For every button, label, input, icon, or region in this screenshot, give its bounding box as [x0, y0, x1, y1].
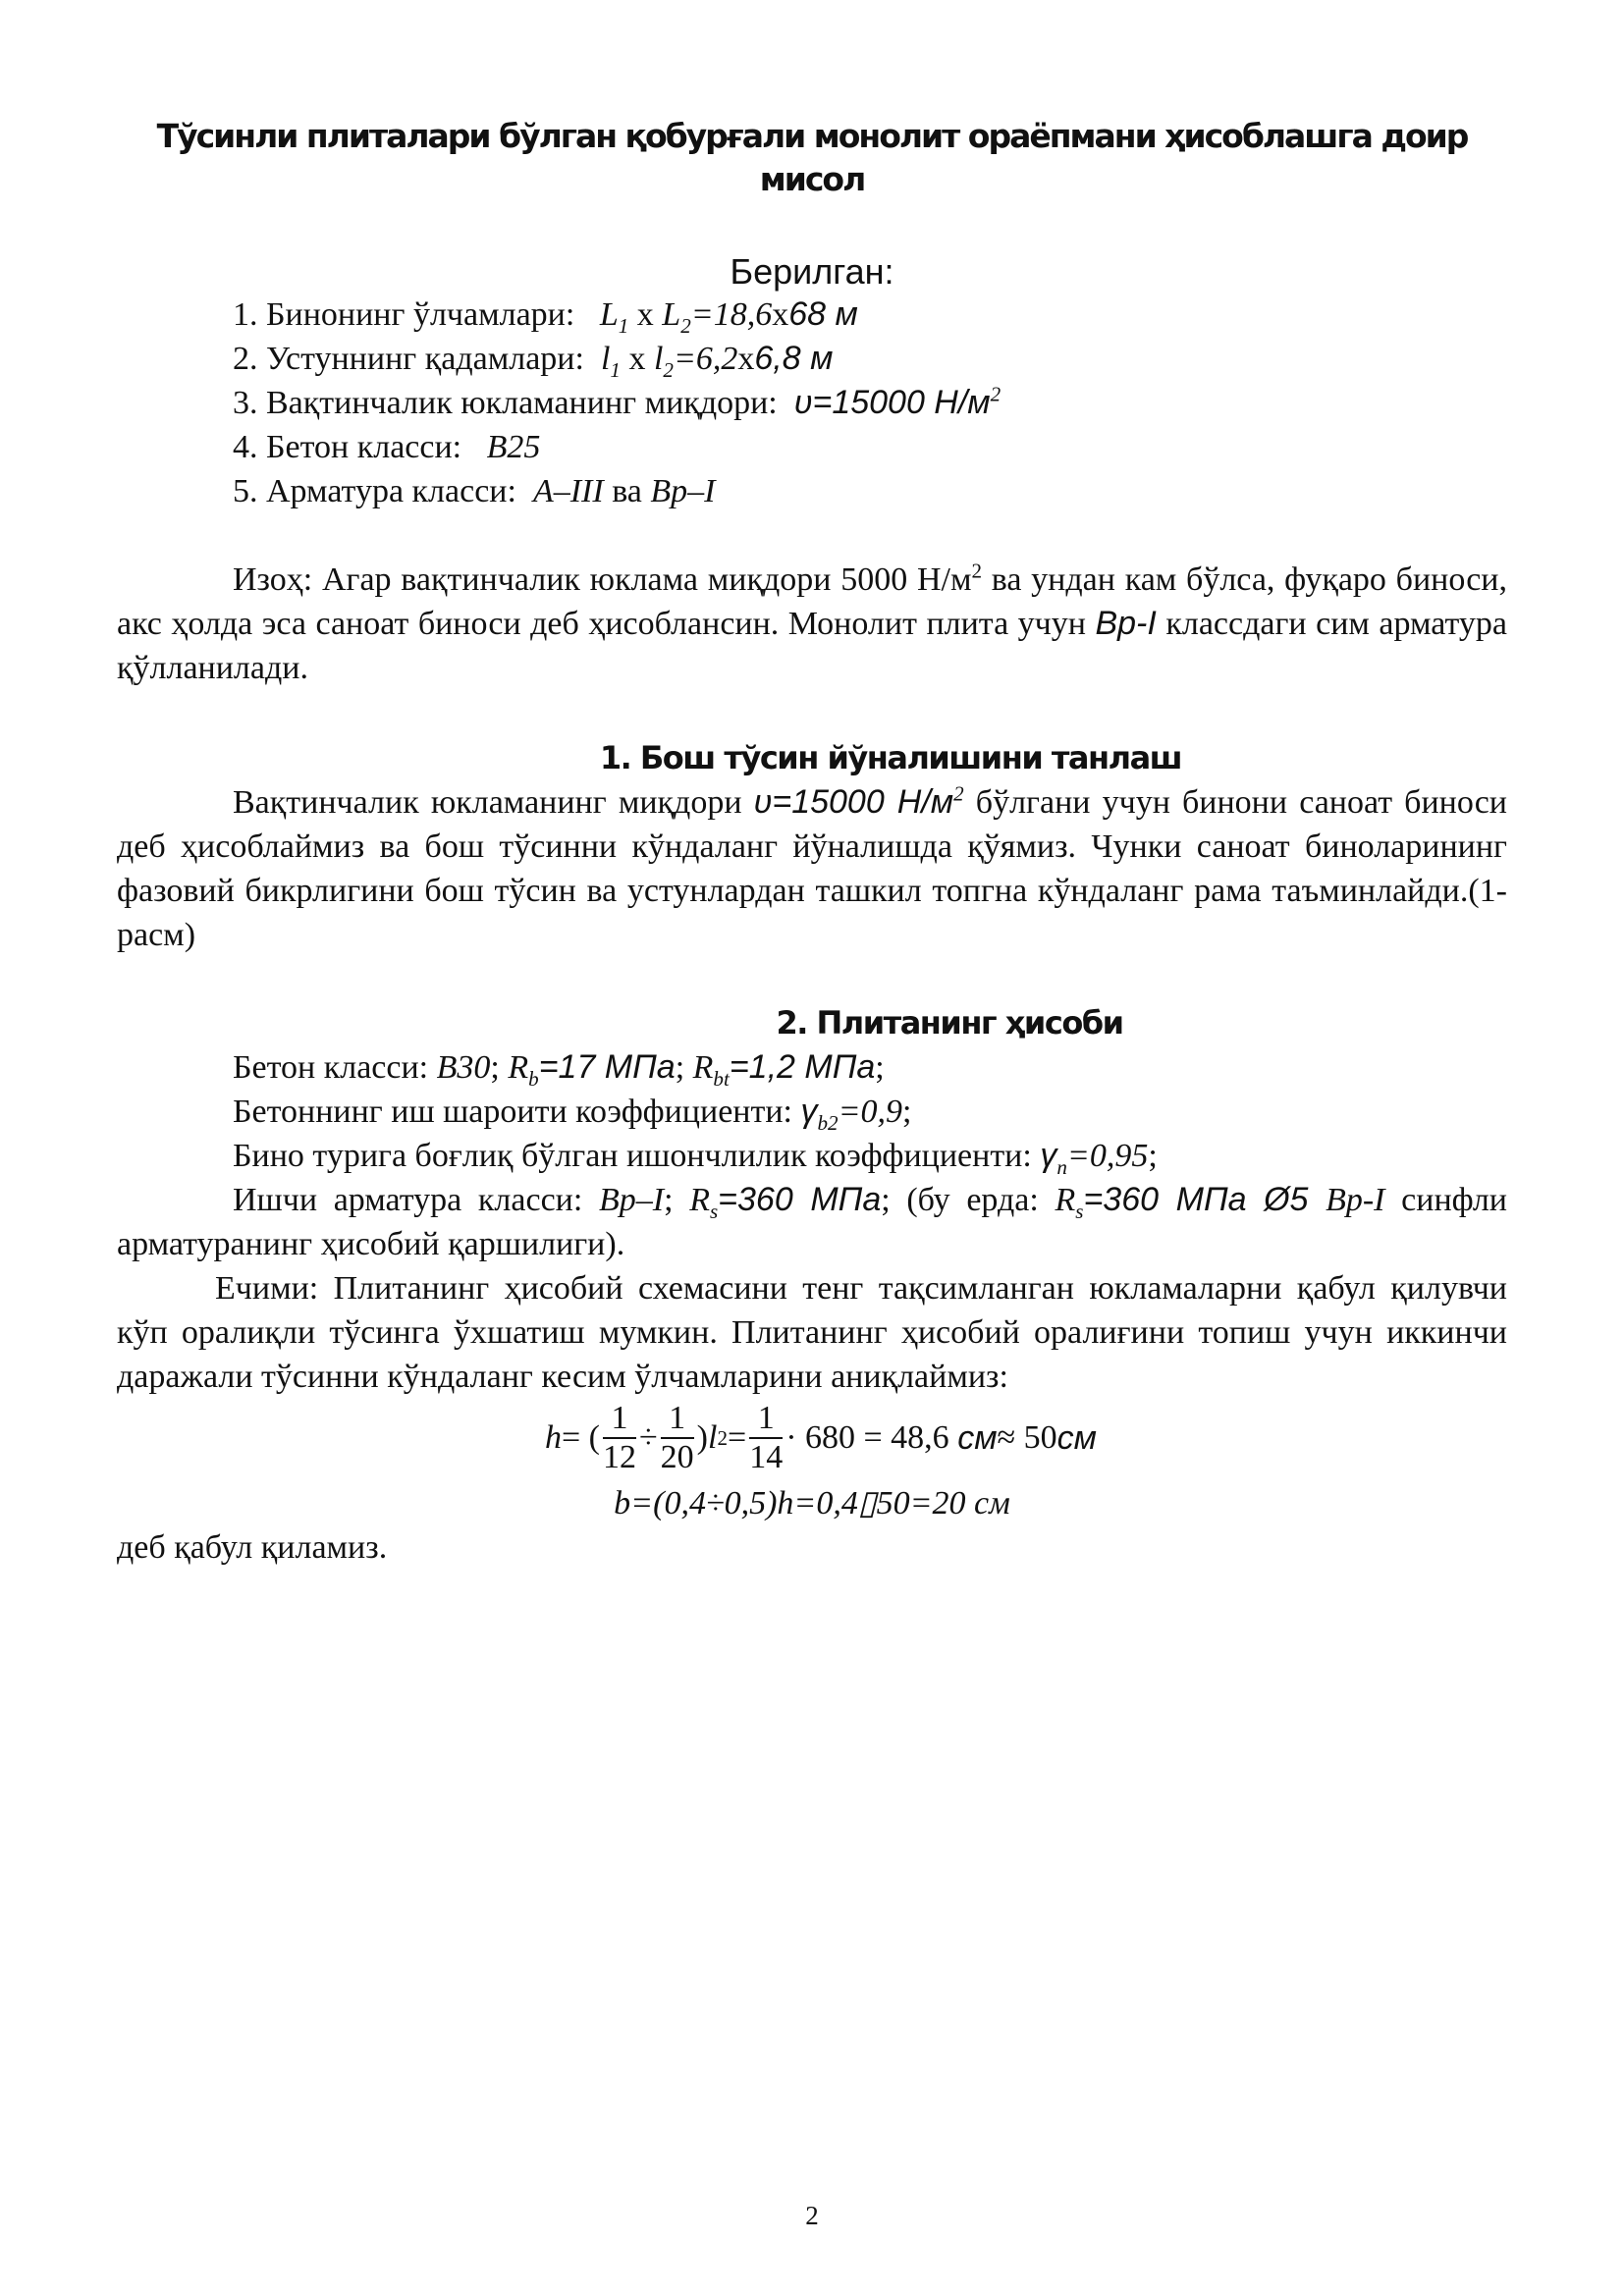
document-title: Тўсинли плиталари бўлган қобурғали монолит ораёпмани ҳисоблашга доир мисол [156, 117, 1468, 198]
given-item-live-load: 3. Вақтинчалик юкламанинг миқдори: υ=15000 $Н/м^2$ [233, 382, 1001, 421]
fraction-1-14: $\frac{1}{14}$ [749, 1400, 784, 1475]
work-condition-line: Бетоннинг иш шароити коэффициенти: $\gamma_{b2}=0,9$; [233, 1093, 912, 1135]
height-formula: h = ( $\frac{1}{12}$ ÷ $\frac{1}{20}$ ) l 2 = $\frac{1}{14}$ · 680 = 48,6 см ≈ 50 см [545, 1400, 1097, 1475]
page-number: 2 [805, 2201, 819, 2230]
section-1-heading: 1. Бош тўсин йўналишини танлаш [599, 739, 1182, 776]
conclusion-text: деб қабул қиламиз. [117, 1529, 388, 1566]
fraction-1-20: $\frac{1}{20}$ [660, 1400, 694, 1475]
given-list [233, 293, 1001, 513]
rebar-class-line: Ишчи арматура класси: Вр–I; $R_s=360$ МПа; (бу ерда: $R_s=360$ МПа Ø5 Вр-I синфли арматуранинг ҳисобий қаршилиги). [117, 1181, 1507, 1262]
given-item-rebar-class: 5. Арматура класси: А–III ва Вр–I [233, 473, 716, 509]
width-formula: b=(0,4÷0,5)h=0,4▯50=20 см [614, 1485, 1010, 1522]
section-1-paragraph: Вақтинчалик юкламанинг миқдори υ=15000 $Н/м^2$ бўлгани учун бинони саноат биноси деб ҳисоблаймиз ва бош тўсинни кўндаланг йўналишда қўямиз. Чунки саноат биноларининг фазовий бикрлигини бош тўсин ва устунлардан ташкил топгна кўндаланг рама таъминлайди.(1-расм) [117, 781, 1507, 953]
fraction-1-12: $\frac{1}{12}$ [603, 1400, 636, 1475]
section-2-heading: 2. Плитанинг ҳисоби [776, 1004, 1123, 1041]
given-item-dimensions: 1. Бинонинг ўлчамлари: $L_1$ х $L_2=18,6х68$ м [233, 295, 858, 338]
given-heading: Берилган: [730, 251, 894, 292]
given-item-column-spacing: 2. Устуннинг қадамлари: $l_1$ х $l_2=6,2х6,8$ м [233, 340, 834, 382]
given-item-concrete-class: 4. Бетон класси: В25 [233, 429, 541, 465]
solution-paragraph: Ечими: Плитанинг ҳисобий схемасини тенг тақсимланган юкламаларни қабул қилувчи кўп оралиқли тўсинга ўхшатиш мумкин. Плитанинг ҳисобий оралиғини топиш учун иккинчи даражали тўсинни кўндаланг кесим ўлчамларини аниқлаймиз: [117, 1270, 1507, 1395]
concrete-class-line: Бетон класси: В30; $R_b=17$ МПа; $R_{bt}=1,2$ МПа; [233, 1048, 885, 1091]
note-paragraph: Изоҳ: Агар вақтинчалик юклама миқдори 5000 $Н/м^2$ ва ундан кам бўлса, фуқаро биноси, акс ҳолда эса саноат биноси деб ҳисоблансин. Монолит плита учун Вр-I классдаги сим арматура қўлланилади. [117, 559, 1507, 686]
reliability-line: Бино турига боғлиқ бўлган ишончлилик коэффициенти: $\gamma_n=0,95$; [233, 1137, 1158, 1179]
section-2-body [117, 1045, 1507, 1399]
